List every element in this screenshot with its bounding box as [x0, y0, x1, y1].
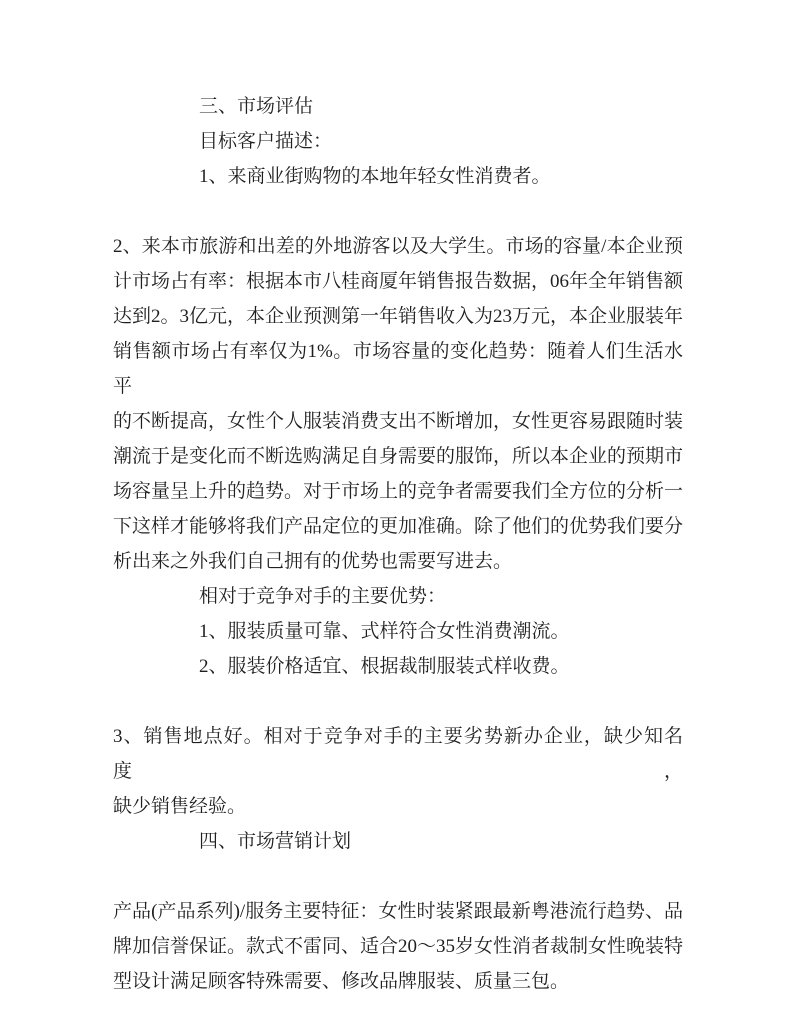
- text-line: 达到2。3亿元，本企业预测第一年销售收入为23万元，本企业服装年: [113, 306, 684, 327]
- paragraph: [113, 229, 683, 579]
- text-line: 1、来商业街购物的本地年轻女性消费者。: [199, 166, 551, 187]
- text-line: 1、服装质量可靠、式样符合女性消费潮流。: [199, 621, 570, 642]
- document-body: [113, 89, 683, 999]
- paragraph: [113, 719, 683, 824]
- text-line: 析出来之外我们自己拥有的优势也需要写进去。: [113, 551, 513, 572]
- text-line: 潮流于是变化而不断选购满足自身需要的服饰，所以本企业的预期市: [113, 446, 684, 467]
- text-line: 的不断提高，女性个人服装消费支出不断增加，女性更容易跟随时装: [113, 411, 684, 432]
- blank-line: [113, 194, 683, 229]
- text-line: 型设计满足顾客特殊需要、修改品牌服装、质量三包。: [113, 971, 570, 992]
- text-line: 销售额市场占有率仅为1%。市场容量的变化趋势：随着人们生活水平: [113, 341, 683, 397]
- text-line: 四、市场营销计划: [199, 831, 352, 852]
- blank-line: [113, 684, 683, 719]
- text-line: 缺少销售经验。: [113, 796, 247, 817]
- paragraph: [113, 894, 683, 999]
- text-line: 目标客户描述：: [199, 131, 333, 152]
- text-line: 计市场占有率：根据本市八桂商厦年销售报告数据，06年全年销售额: [113, 271, 684, 292]
- text-line: 产品(产品系列)/服务主要特征：女性时装紧跟最新粤港流行趋势、品: [113, 901, 683, 922]
- text-line: 场容量呈上升的趋势。对于市场上的竞争者需要我们全方位的分析一: [113, 481, 684, 502]
- text-line: 下这样才能够将我们产品定位的更加准确。除了他们的优势我们要分: [113, 516, 684, 537]
- text-line: 三、市场评估: [199, 96, 314, 117]
- text-line: 2、来本市旅游和出差的外地游客以及大学生。市场的容量/本企业预: [113, 236, 683, 257]
- text-line: 2、服装价格适宜、根据裁制服装式样收费。: [199, 656, 570, 677]
- text-line: 牌加信誉保证。款式不雷同、适合20～35岁女性消者裁制女性晚装特: [113, 936, 684, 957]
- text-line: 相对于竞争对手的主要优势：: [199, 586, 447, 607]
- text-line: 3、销售地点好。相对于竞争对手的主要劣势新办企业，缺少知名度，: [113, 726, 683, 782]
- blank-line: [113, 859, 683, 894]
